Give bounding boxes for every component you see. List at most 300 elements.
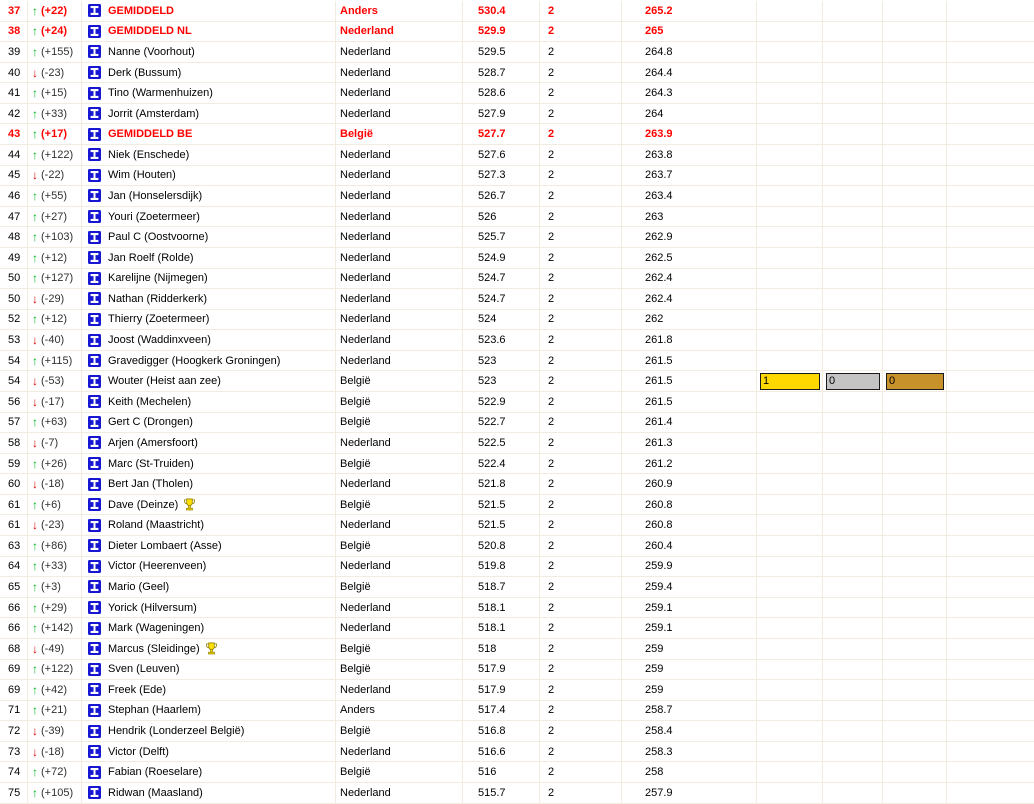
games-value: 2 (540, 598, 622, 618)
player-name: Keith (Mechelen) (108, 395, 192, 408)
player-cell (82, 207, 336, 227)
position-change (28, 351, 82, 371)
rank-value: 72 (0, 721, 28, 741)
table-row (0, 742, 1034, 763)
change-value: (+155) (41, 45, 74, 58)
player-info-icon[interactable] (88, 313, 101, 326)
country-value: België (336, 413, 463, 433)
player-cell (82, 721, 336, 741)
silver-cell (823, 495, 883, 515)
change-value: (-18) (41, 745, 65, 758)
average-value: 261.4 (622, 413, 757, 433)
silver-cell (823, 660, 883, 680)
position-change (28, 145, 82, 165)
player-name: Ridwan (Maasland) (108, 786, 203, 799)
player-info-icon[interactable] (88, 354, 101, 367)
silver-cell (823, 721, 883, 741)
spacer-cell (947, 557, 1034, 577)
country-value: Nederland (336, 598, 463, 618)
player-info-icon[interactable] (88, 704, 101, 717)
silver-cell (823, 63, 883, 83)
silver-cell (823, 515, 883, 535)
position-change (28, 207, 82, 227)
player-info-icon[interactable] (88, 128, 101, 141)
gold-cell (757, 495, 823, 515)
games-value: 2 (540, 413, 622, 433)
gold-cell (757, 577, 823, 597)
player-name: Mark (Wageningen) (108, 622, 205, 635)
player-cell (82, 515, 336, 535)
player-cell (82, 289, 336, 309)
position-change (28, 721, 82, 741)
silver-cell (823, 618, 883, 638)
position-change (28, 186, 82, 206)
games-value: 2 (540, 680, 622, 700)
spacer-cell (947, 577, 1034, 597)
player-cell (82, 413, 336, 433)
score-value: 529.9 (463, 22, 540, 42)
gold-cell (757, 721, 823, 741)
arrow-up-icon: ↑ (32, 621, 38, 636)
player-info-icon[interactable] (88, 107, 101, 120)
gold-cell (757, 330, 823, 350)
change-value: (+27) (41, 210, 67, 223)
bronze-cell (883, 557, 947, 577)
silver-cell (823, 104, 883, 124)
player-info-icon[interactable] (88, 580, 101, 593)
change-value: (+15) (41, 87, 67, 100)
silver-cell (823, 639, 883, 659)
rank-value: 40 (0, 63, 28, 83)
country-value: Nederland (336, 227, 463, 247)
table-row (0, 1, 1034, 22)
player-info-icon[interactable] (88, 519, 101, 532)
spacer-cell (947, 433, 1034, 453)
score-value: 521.5 (463, 515, 540, 535)
player-info-icon[interactable] (88, 334, 101, 347)
arrow-up-icon: ↑ (32, 785, 38, 800)
bronze-cell (883, 598, 947, 618)
silver-cell (823, 680, 883, 700)
bronze-cell (883, 680, 947, 700)
player-name: Nanne (Voorhout) (108, 45, 195, 58)
average-value: 261.5 (622, 392, 757, 412)
player-info-icon[interactable] (88, 210, 101, 223)
player-name: Stephan (Haarlem) (108, 704, 201, 717)
score-value: 522.4 (463, 454, 540, 474)
player-cell (82, 762, 336, 782)
score-value: 524 (463, 310, 540, 330)
change-value: (+63) (41, 416, 67, 429)
country-value: Nederland (336, 63, 463, 83)
player-info-icon[interactable] (88, 251, 101, 264)
change-value: (+22) (41, 4, 67, 17)
score-value: 523.6 (463, 330, 540, 350)
average-value: 258.4 (622, 721, 757, 741)
table-row (0, 762, 1034, 783)
arrow-down-icon: ↓ (32, 374, 38, 389)
gold-cell (757, 433, 823, 453)
gold-cell (757, 310, 823, 330)
position-change (28, 557, 82, 577)
silver-cell (823, 433, 883, 453)
rank-value: 56 (0, 392, 28, 412)
arrow-up-icon: ↑ (32, 456, 38, 471)
spacer-cell (947, 124, 1034, 144)
average-value: 262.4 (622, 289, 757, 309)
player-info-icon[interactable] (88, 416, 101, 429)
bronze-cell (883, 639, 947, 659)
player-info-icon[interactable] (88, 663, 101, 676)
bronze-cell (883, 330, 947, 350)
rank-value: 47 (0, 207, 28, 227)
player-info-icon[interactable] (88, 457, 101, 470)
player-info-icon[interactable] (88, 292, 101, 305)
player-cell (82, 557, 336, 577)
spacer-cell (947, 721, 1034, 741)
position-change (28, 371, 82, 391)
country-value: Nederland (336, 269, 463, 289)
table-row (0, 557, 1034, 578)
gold-cell (757, 124, 823, 144)
score-value: 517.4 (463, 701, 540, 721)
arrow-down-icon: ↓ (32, 518, 38, 533)
change-value: (-17) (41, 395, 65, 408)
position-change (28, 762, 82, 782)
score-value: 517.9 (463, 680, 540, 700)
silver-cell (823, 351, 883, 371)
player-name: Yorick (Hilversum) (108, 601, 197, 614)
average-value: 261.5 (622, 371, 757, 391)
rank-value: 49 (0, 248, 28, 268)
spacer-cell (947, 166, 1034, 186)
country-value: Anders (336, 701, 463, 721)
arrow-down-icon: ↓ (32, 65, 38, 80)
medal-count-silver: 0 (826, 373, 880, 390)
games-value: 2 (540, 22, 622, 42)
games-value: 2 (540, 557, 622, 577)
games-value: 2 (540, 227, 622, 247)
player-info-icon[interactable] (88, 272, 101, 285)
bronze-cell (883, 186, 947, 206)
player-info-icon[interactable] (88, 375, 101, 388)
spacer-cell (947, 248, 1034, 268)
player-info-icon[interactable] (88, 395, 101, 408)
change-value: (-40) (41, 334, 65, 347)
player-cell (82, 227, 336, 247)
average-value: 261.8 (622, 330, 757, 350)
player-name: Jan Roelf (Rolde) (108, 251, 194, 264)
gold-cell (757, 371, 823, 391)
bronze-cell (883, 83, 947, 103)
silver-cell (823, 269, 883, 289)
arrow-up-icon: ↑ (32, 559, 38, 574)
average-value: 261.3 (622, 433, 757, 453)
silver-cell (823, 783, 883, 803)
player-info-icon[interactable] (88, 189, 101, 202)
player-cell (82, 104, 336, 124)
table-row (0, 83, 1034, 104)
rank-value: 58 (0, 433, 28, 453)
country-value: België (336, 660, 463, 680)
player-info-icon[interactable] (88, 786, 101, 799)
player-name: GEMIDDELD (108, 4, 174, 17)
bronze-cell (883, 495, 947, 515)
player-info-icon[interactable] (88, 745, 101, 758)
player-name: Hendrik (Londerzeel België) (108, 725, 245, 738)
games-value: 2 (540, 515, 622, 535)
position-change (28, 22, 82, 42)
rank-value: 44 (0, 145, 28, 165)
games-value: 2 (540, 42, 622, 62)
score-value: 521.8 (463, 474, 540, 494)
trophy-icon (205, 642, 218, 655)
bronze-cell (883, 42, 947, 62)
silver-cell (823, 413, 883, 433)
average-value: 259.1 (622, 618, 757, 638)
bronze-cell (883, 207, 947, 227)
bronze-cell (883, 269, 947, 289)
player-info-icon[interactable] (88, 66, 101, 79)
spacer-cell (947, 660, 1034, 680)
rank-value: 45 (0, 166, 28, 186)
average-value: 257.9 (622, 783, 757, 803)
games-value: 2 (540, 83, 622, 103)
rank-value: 50 (0, 269, 28, 289)
player-name: Dieter Lombaert (Asse) (108, 539, 222, 552)
gold-cell (757, 207, 823, 227)
player-info-icon[interactable] (88, 4, 101, 17)
average-value: 259 (622, 660, 757, 680)
table-row (0, 269, 1034, 290)
player-info-icon[interactable] (88, 539, 101, 552)
arrow-up-icon: ↑ (32, 127, 38, 142)
country-value: België (336, 454, 463, 474)
average-value: 263.7 (622, 166, 757, 186)
rank-value: 69 (0, 680, 28, 700)
games-value: 2 (540, 433, 622, 453)
player-name: Joost (Waddinxveen) (108, 334, 211, 347)
gold-cell (757, 186, 823, 206)
spacer-cell (947, 536, 1034, 556)
arrow-up-icon: ↑ (32, 765, 38, 780)
average-value: 263.8 (622, 145, 757, 165)
table-row (0, 227, 1034, 248)
games-value: 2 (540, 454, 622, 474)
silver-cell (823, 310, 883, 330)
gold-cell (757, 618, 823, 638)
player-cell (82, 351, 336, 371)
rank-value: 60 (0, 474, 28, 494)
change-value: (+12) (41, 313, 67, 326)
gold-cell (757, 557, 823, 577)
silver-cell (823, 392, 883, 412)
position-change (28, 166, 82, 186)
player-name: Thierry (Zoetermeer) (108, 313, 210, 326)
silver-cell (823, 1, 883, 21)
player-cell (82, 371, 336, 391)
bronze-cell (883, 474, 947, 494)
silver-cell (823, 598, 883, 618)
spacer-cell (947, 1, 1034, 21)
games-value: 2 (540, 618, 622, 638)
games-value: 2 (540, 762, 622, 782)
player-name: Jorrit (Amsterdam) (108, 107, 200, 120)
gold-cell (757, 598, 823, 618)
spacer-cell (947, 783, 1034, 803)
player-info-icon[interactable] (88, 436, 101, 449)
change-value: (-23) (41, 66, 65, 79)
spacer-cell (947, 186, 1034, 206)
gold-cell (757, 145, 823, 165)
average-value: 264.8 (622, 42, 757, 62)
player-info-icon[interactable] (88, 231, 101, 244)
bronze-cell (883, 310, 947, 330)
player-info-icon[interactable] (88, 601, 101, 614)
table-row (0, 721, 1034, 742)
player-cell (82, 124, 336, 144)
games-value: 2 (540, 289, 622, 309)
rank-value: 41 (0, 83, 28, 103)
player-info-icon[interactable] (88, 560, 101, 573)
change-value: (+115) (41, 354, 73, 367)
gold-cell (757, 1, 823, 21)
games-value: 2 (540, 1, 622, 21)
average-value: 260.8 (622, 495, 757, 515)
average-value: 263.9 (622, 124, 757, 144)
bronze-cell (883, 536, 947, 556)
spacer-cell (947, 330, 1034, 350)
position-change (28, 639, 82, 659)
player-cell (82, 639, 336, 659)
player-name: Roland (Maastricht) (108, 519, 204, 532)
bronze-cell (883, 22, 947, 42)
player-info-icon[interactable] (88, 766, 101, 779)
arrow-up-icon: ↑ (32, 147, 38, 162)
gold-cell (757, 22, 823, 42)
player-cell (82, 330, 336, 350)
score-value: 518.1 (463, 618, 540, 638)
score-value: 518.1 (463, 598, 540, 618)
rank-value: 52 (0, 310, 28, 330)
player-info-icon[interactable] (88, 622, 101, 635)
average-value: 260.4 (622, 536, 757, 556)
table-row (0, 289, 1034, 310)
arrow-down-icon: ↓ (32, 291, 38, 306)
player-info-icon[interactable] (88, 45, 101, 58)
table-row (0, 454, 1034, 475)
games-value: 2 (540, 536, 622, 556)
position-change (28, 310, 82, 330)
arrow-up-icon: ↑ (32, 415, 38, 430)
games-value: 2 (540, 701, 622, 721)
position-change (28, 330, 82, 350)
bronze-cell (883, 227, 947, 247)
score-value: 526.7 (463, 186, 540, 206)
score-value: 521.5 (463, 495, 540, 515)
average-value: 262.9 (622, 227, 757, 247)
rank-value: 63 (0, 536, 28, 556)
gold-cell (757, 227, 823, 247)
silver-cell (823, 145, 883, 165)
player-info-icon[interactable] (88, 725, 101, 738)
score-value: 524.7 (463, 289, 540, 309)
country-value: Nederland (336, 248, 463, 268)
player-info-icon[interactable] (88, 478, 101, 491)
gold-cell (757, 104, 823, 124)
arrow-up-icon: ↑ (32, 3, 38, 18)
position-change (28, 701, 82, 721)
average-value: 263.4 (622, 186, 757, 206)
gold-cell (757, 413, 823, 433)
silver-cell (823, 557, 883, 577)
player-name: Dave (Deinze) (108, 498, 179, 511)
table-row (0, 536, 1034, 557)
average-value: 262 (622, 310, 757, 330)
position-change (28, 495, 82, 515)
spacer-cell (947, 310, 1034, 330)
position-change (28, 392, 82, 412)
position-change (28, 618, 82, 638)
position-change (28, 680, 82, 700)
score-value: 522.5 (463, 433, 540, 453)
player-info-icon[interactable] (88, 642, 101, 655)
gold-cell (757, 701, 823, 721)
spacer-cell (947, 83, 1034, 103)
average-value: 265.2 (622, 1, 757, 21)
silver-cell (823, 701, 883, 721)
arrow-up-icon: ↑ (32, 44, 38, 59)
player-cell (82, 454, 336, 474)
spacer-cell (947, 22, 1034, 42)
player-info-icon[interactable] (88, 87, 101, 100)
country-value: Nederland (336, 104, 463, 124)
table-row (0, 166, 1034, 187)
games-value: 2 (540, 474, 622, 494)
arrow-up-icon: ↑ (32, 250, 38, 265)
spacer-cell (947, 618, 1034, 638)
rank-value: 38 (0, 22, 28, 42)
table-row (0, 701, 1034, 722)
player-info-icon[interactable] (88, 498, 101, 511)
change-value: (+122) (41, 148, 74, 161)
country-value: Nederland (336, 351, 463, 371)
gold-cell (757, 392, 823, 412)
player-info-icon[interactable] (88, 25, 101, 38)
table-row (0, 124, 1034, 145)
rank-value: 59 (0, 454, 28, 474)
score-value: 524.9 (463, 248, 540, 268)
player-cell (82, 598, 336, 618)
player-info-icon[interactable] (88, 148, 101, 161)
spacer-cell (947, 598, 1034, 618)
player-info-icon[interactable] (88, 683, 101, 696)
table-row (0, 351, 1034, 372)
silver-cell (823, 289, 883, 309)
player-name: Victor (Heerenveen) (108, 560, 207, 573)
player-name: Wim (Houten) (108, 169, 176, 182)
position-change (28, 104, 82, 124)
silver-cell (823, 577, 883, 597)
games-value: 2 (540, 639, 622, 659)
player-info-icon[interactable] (88, 169, 101, 182)
player-name: Wouter (Heist aan zee) (108, 375, 221, 388)
table-row (0, 515, 1034, 536)
average-value: 260.8 (622, 515, 757, 535)
bronze-cell (883, 721, 947, 741)
score-value: 527.3 (463, 166, 540, 186)
position-change (28, 1, 82, 21)
